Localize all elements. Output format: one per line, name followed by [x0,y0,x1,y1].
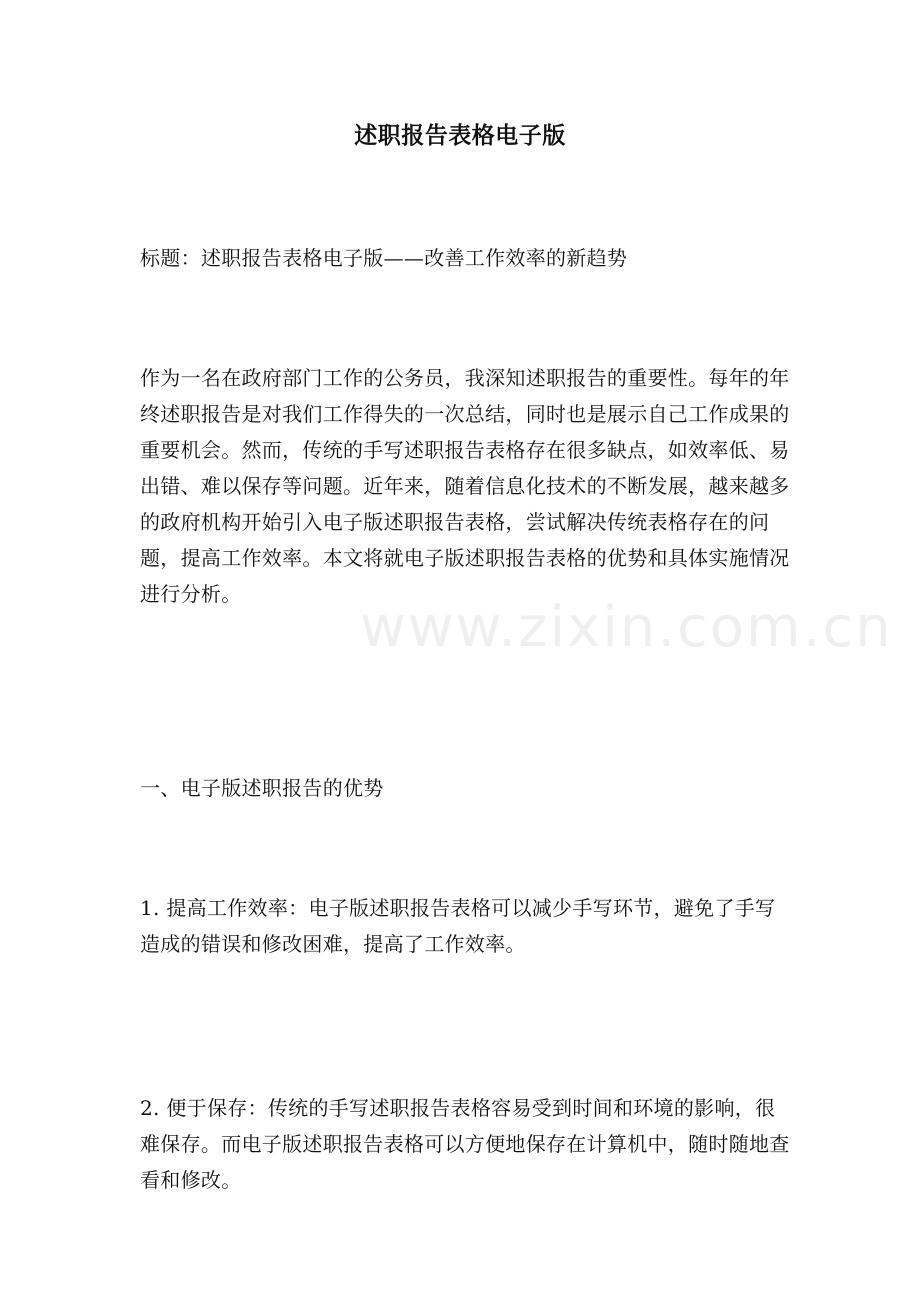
document-title: 述职报告表格电子版 [354,123,566,149]
subtitle-paragraph: 标题：述职报告表格电子版——改善工作效率的新趋势 [140,246,628,270]
list-item: 1. 提高工作效率：电子版述职报告表格可以减少手写环节，避免了手写造成的错误和修改困难，提高了工作效率。 [140,896,776,956]
watermark: www.zixin.com.cn [360,595,893,660]
list-item: 2. 便于保存：传统的手写述职报告表格容易受到时间和环境的影响，很难保存。而电子版述职报告表格可以方便地保存在计算机中，随时随地查看和修改。 [140,1096,790,1192]
intro-paragraph: 作为一名在政府部门工作的公务员，我深知述职报告的重要性。每年的年终述职报告是对我们工作得失的一次总结，同时也是展示自己工作成果的重要机会。然而，传统的手写述职报告表格存在很多缺点，如效率低、易出错、难以保存等问题。近年来，随着信息化技术的不断发展，越来越多的政府机构开始引入电子版述职报告表格，尝试解决传统表格存在的问题，提高工作效率。本文将就电子版述职报告表格的优势和具体实施情况进行分析。 [140,366,790,606]
section-heading: 一、电子版述职报告的优势 [140,776,384,800]
